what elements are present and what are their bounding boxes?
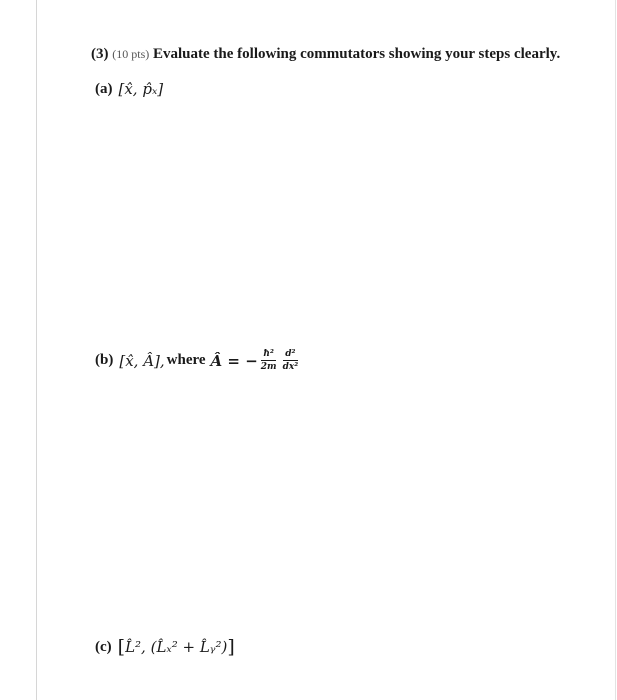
part-b-fraction-derivative	[281, 349, 301, 372]
part-b-operator: Â = −	[210, 351, 258, 370]
question-number: (3)	[91, 46, 109, 62]
part-b-frac1-denominator: 2m	[260, 362, 277, 372]
part-c-close-bracket: ]	[227, 636, 235, 658]
part-a-label: (a)	[95, 80, 113, 97]
part-b-expression: [x̂, Â],	[119, 351, 165, 370]
part-b-frac1-numerator: ħ²	[263, 349, 274, 359]
part-b-frac2-numerator: d²	[285, 349, 296, 359]
part-c-open-bracket: [	[117, 636, 126, 658]
part-a	[95, 80, 163, 98]
part-c-expression: L̂², (L̂ₓ² + L̂ᵧ²)	[125, 638, 228, 656]
question-header	[91, 46, 560, 63]
part-b-frac2-denominator: dx²	[282, 362, 299, 372]
part-c	[95, 636, 235, 658]
part-b-fraction-hbar	[259, 349, 279, 372]
part-b	[95, 349, 301, 372]
part-b-label: (b)	[95, 352, 114, 368]
part-a-expression: [x̂, p̂ₓ]	[118, 80, 164, 98]
part-b-where: where	[166, 352, 206, 368]
question-prompt: Evaluate the following commutators showing your steps clearly.	[153, 46, 561, 62]
part-c-label: (c)	[95, 638, 112, 655]
question-points: (10 pts)	[112, 47, 150, 61]
